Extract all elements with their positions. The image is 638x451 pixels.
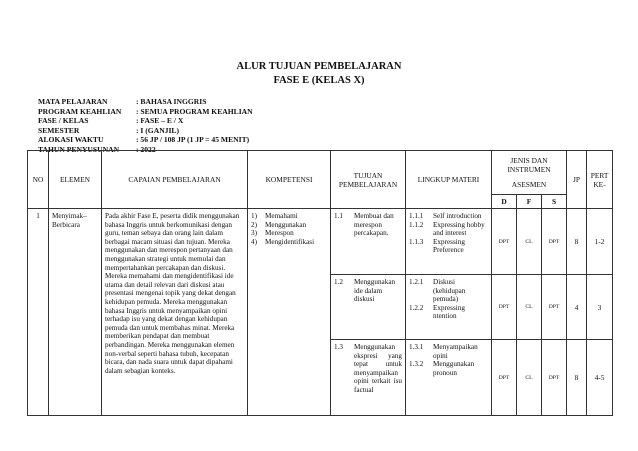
row-elemen: Menyimak– Berbicara xyxy=(49,209,102,416)
header-tujuan: TUJUAN PEMBELAJARAN xyxy=(331,151,406,209)
list-item: 1.1.3 Expressing Preference xyxy=(409,237,465,255)
meta-value: : I (GANJIL) xyxy=(136,125,180,135)
meta-value: : BAHASA INGGRIS xyxy=(136,97,207,106)
meta-row xyxy=(38,97,253,107)
meta-row xyxy=(38,135,253,145)
jp-value: 8 xyxy=(567,340,587,416)
lingkup-cell xyxy=(406,275,492,340)
meta-value: : 56 JP / 108 JP (1 JP = 45 MENIT) xyxy=(136,135,250,145)
row-capaian: Pada akhir Fase E, peserta didik menggunakan bahasa Inggris untuk berkomunikasi dengan guru, teman sebaya dan orang lain dalam berbagai macam situasi dan tujuan. Mereka menggunakan dan merespon pertanyaan dan menggunakan strategi untuk memulai dan mempertahankan percakapan dan diskusi. Mereka memahami dan mengidentifikasi ide utama dan detail relevan dari diskusi atau presentasi mengenai topik yang dekat dengan kehidupan pemuda. Mereka menggunakan bahasa Inggris untuk menyampaikan opini terhadap isu yang dekat dengan kehidupan pemuda dan untuk membahas minat. Mereka memberikan pendapat dan membuat perbandingan. Mereka menggunakan elemen non-verbal seperti bahasa tubuh, kecepatan bicara, dan nada suara untuk dapat dipahami dalam sebagian konteks. xyxy=(102,209,248,416)
row-number: 1 xyxy=(28,209,49,416)
row-kompetensi xyxy=(248,209,331,416)
pert-value: 1-2 xyxy=(587,209,613,275)
meta-key: SEMESTER xyxy=(38,125,80,135)
list-item: 1.3.1 Menyampaikan opini xyxy=(409,343,478,360)
asesmen-d: DPT xyxy=(492,209,517,275)
pert-value: 4-5 xyxy=(587,340,613,416)
meta-value: : 2022 xyxy=(136,144,156,154)
pert-value: 3 xyxy=(587,275,613,340)
list-item: 4) Mengidentifikasi xyxy=(251,237,315,246)
header-jp: JP xyxy=(567,151,587,209)
tujuan-cell: 1.3 Menggunakan ekspresi yang tepat untuk menyampaikan opini terkait isu factual xyxy=(331,340,406,416)
jp-value: 8 xyxy=(567,209,587,275)
tujuan-cell: 1.2 Menggunakan ide dalam diskusi xyxy=(331,275,406,340)
header-pert: PERT KE- xyxy=(587,151,613,209)
header-jenis-dan: JENIS DAN xyxy=(510,156,548,165)
list-item: 1.1.1 Self introduction xyxy=(409,212,482,220)
list-item: 3) Merespon xyxy=(251,229,294,238)
list-item: 2) Menggunakan xyxy=(251,220,307,229)
tujuan-cell: 1.1 Membuat dan merespon percakapan. xyxy=(331,209,406,275)
page-title: ALUR TUJUAN PEMBELAJARAN xyxy=(236,61,402,72)
asesmen-s: DPT xyxy=(542,340,567,416)
jp-value: 4 xyxy=(567,275,587,340)
header-d: D xyxy=(492,195,517,209)
meta-key: PROGRAM KEAHLIAN xyxy=(38,106,122,116)
header-capaian: CAPAIAN PEMBELAJARAN xyxy=(102,151,248,209)
meta-row xyxy=(38,126,253,136)
meta-key: ALOKASI WAKTU xyxy=(38,135,104,145)
lingkup-cell xyxy=(406,340,492,416)
header-kompetensi: KOMPETENSI xyxy=(248,151,331,209)
header-elemen: ELEMEN xyxy=(49,151,102,209)
list-item: 1.3.2 Menggunakan pronoun xyxy=(409,360,475,377)
meta-key: MATA PELAJARAN xyxy=(38,97,108,106)
asesmen-s: DPT xyxy=(542,275,567,340)
header-jenis-instrumen xyxy=(492,151,567,195)
asesmen-d: DPT xyxy=(492,340,517,416)
asesmen-f: CL xyxy=(517,275,542,340)
meta-value: : SEMUA PROGRAM KEAHLIAN xyxy=(136,106,253,116)
asesmen-s: DPT xyxy=(542,209,567,275)
header-instrumen: INSTRUMEN xyxy=(507,165,551,174)
document-metadata xyxy=(38,97,253,155)
meta-key: FASE / KELAS xyxy=(38,116,89,126)
header-no: NO xyxy=(28,151,49,209)
header-asesmen: ASESMEN xyxy=(511,180,547,189)
asesmen-f: CL xyxy=(517,340,542,416)
meta-row xyxy=(38,107,253,117)
lingkup-cell xyxy=(406,209,492,275)
list-item: 1.2.2 Expressing ntention xyxy=(409,303,465,321)
meta-value: : FASE – E / X xyxy=(136,116,184,126)
header-f: F xyxy=(517,195,542,209)
header-s: S xyxy=(542,195,567,209)
list-item: 1.2.1 Diskusi (kehidupan pemuda) xyxy=(409,278,466,304)
meta-key: TAHUN PENYUSUNAN xyxy=(38,144,120,154)
header-lingkup: LINGKUP MATERI xyxy=(406,151,492,209)
learning-path-table xyxy=(27,150,613,416)
table-row xyxy=(28,209,613,275)
meta-row xyxy=(38,116,253,126)
asesmen-d: DPT xyxy=(492,275,517,340)
page-subtitle: FASE E (KELAS X) xyxy=(273,75,365,86)
list-item: 1.1.2 Expressing hobby and interest xyxy=(409,220,485,238)
asesmen-f: CL xyxy=(517,209,542,275)
list-item: 1) Memahami xyxy=(251,212,298,220)
